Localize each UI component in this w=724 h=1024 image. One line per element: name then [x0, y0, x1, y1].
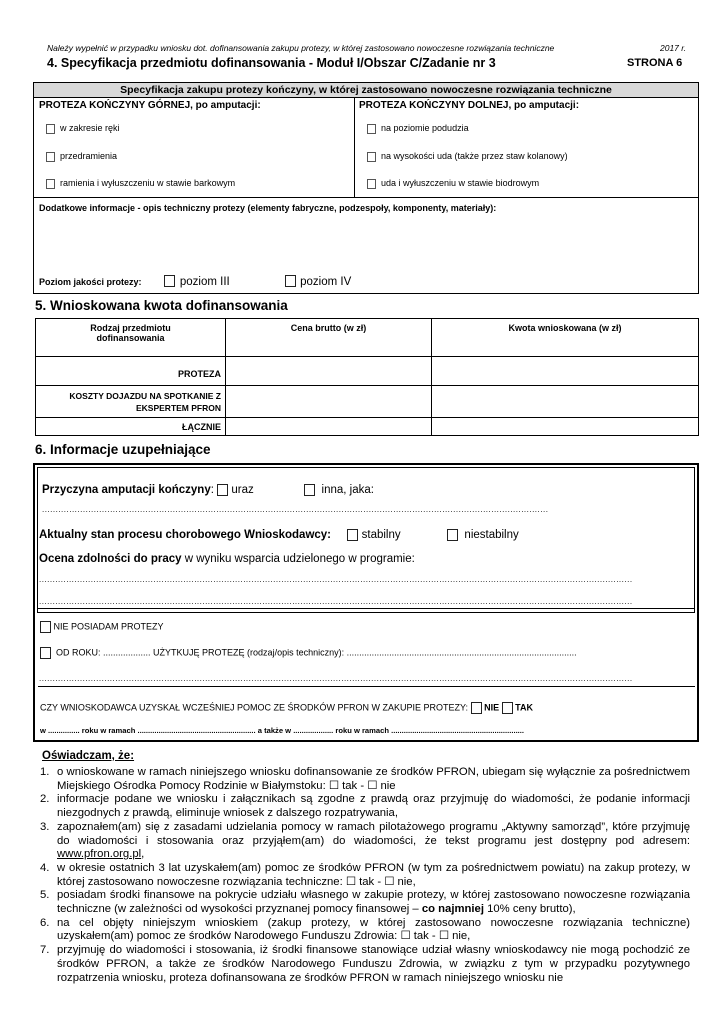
checkbox-icon[interactable] [46, 124, 55, 134]
supplementary-info-box [33, 463, 699, 742]
column-header-type-label: Rodzaj przedmiotu dofinansowania [90, 323, 171, 343]
checkbox-icon[interactable] [40, 647, 51, 659]
checkbox-icon[interactable] [347, 529, 358, 541]
option-label: na wysokości uda (także przez staw kolanowy) [381, 151, 568, 161]
declaration-text-part: posiadam środki finansowe na pokrycie udziału własnego w zakupie protezy, w której zastosowano nowoczesne rozwiązania techniczne (w zależności od wysokości przyznanej pomocy finansowej – [57, 889, 690, 916]
row-divider [34, 197, 698, 198]
declaration-text [57, 821, 690, 862]
checkbox-icon[interactable] [304, 484, 315, 496]
amount-total-cell[interactable] [432, 418, 699, 436]
checkbox-icon[interactable] [285, 275, 296, 287]
price-prosthesis-cell[interactable] [226, 357, 432, 386]
declaration-item: 7. przyjmuję do wiadomości i stosowania, iż środki finansowe stanowiące udział własny wnioskodawcy nie mogą pochodzić ze środków PFRON, a także ze środków Narodowego Funduszu Zdrowia, w związku z tym w przypadku pozytywnego rozpatrzenia wniosku, proteza dofinansowana ze środków PFRON w ramach niniejszego wniosku nie [40, 944, 690, 984]
lower-option-shin[interactable] [367, 123, 469, 134]
column-header-amount: Kwota wnioskowana (w zł) [432, 319, 699, 357]
declaration-text-end: 10% ceny brutto), [483, 903, 576, 916]
additional-info-label: Dodatkowe informacje - opis techniczny protezy (elementy fabryczne, podzespoły, komponenty, materiały): [39, 203, 497, 213]
declaration-item: 2. informacje podane we wniosku i załącznikach są zgodne z prawdą oraz przyjmuję do wiadomości, że podanie informacji niezgodnych z prawdą, eliminuje wniosek z dalszego rozpatrywania, [40, 793, 690, 820]
state-stable-label: stabilny [361, 529, 401, 542]
price-total-cell[interactable] [226, 418, 432, 436]
row-total-label: ŁĄCZNIE [36, 418, 226, 436]
amputation-cause-row [42, 484, 374, 496]
quality-level-row [39, 272, 351, 290]
amount-travel-cell[interactable] [432, 386, 699, 418]
checkbox-icon[interactable] [40, 621, 51, 633]
spec-table-title: Specyfikacja zakupu protezy kończyny, w której zastosowano nowoczesne rozwiązania techniczne [34, 83, 698, 98]
amputation-cause-label: Przyczyna amputacji kończyny [42, 484, 211, 497]
column-header-price: Cena brutto (w zł) [226, 319, 432, 357]
prior-help-years-line[interactable]: w ............... roku w ramach ........................................................ a także w ................... roku w ramach ............................................................... [40, 726, 525, 735]
uses-prosthesis-label: UŻYTKUJĘ PROTEZĘ (rodzaj/opis techniczny): ............................................................................................ [153, 647, 577, 658]
quality-level-3: poziom III [179, 276, 230, 288]
cause-other-label: inna, jaka: [321, 484, 374, 497]
declaration-item: 5. posiadam środki finansowe na pokrycie udziału własnego w zakupie protezy, w której zastosowano nowoczesne rozwiązania techniczne (w zależności od wysokości przyznanej pomocy finansowej – co najmniej 10% ceny brutto), [40, 889, 690, 916]
work-ability-dotted-line-2[interactable]: .......................................................................................................................................................................................................................... [39, 597, 633, 606]
cause-other-dotted-line[interactable]: .......................................................................................................................................................................................... [42, 505, 549, 514]
declaration-text: przyjmuję do wiadomości i stosowania, iż środki finansowe stanowiące udział własny wnioskodawcy nie mogą pochodzić ze środków PFRON, a także ze środków Narodowego Funduszu Zdrowia, w związku z tym w przypadku pozytywnego rozpatrzenia wniosku, proteza dofinansowana ze środków PFRON w ramach niniejszego wniosku nie [57, 944, 690, 984]
declaration-text: informacje podane we wniosku i załącznikach są zgodne z prawdą oraz przyjmuję do wiadomości, że podanie informacji niezgodnych z prawdą, eliminuje wniosek z dalszego rozpatrywania, [57, 793, 690, 820]
row-travel-costs-label [36, 386, 226, 418]
section5-title: 5. Wnioskowana kwota dofinansowania [35, 298, 288, 313]
row-prosthesis-label: PROTEZA [36, 357, 226, 386]
upper-option-hand[interactable] [46, 123, 120, 134]
upper-limb-heading: PROTEZA KOŃCZYNY GÓRNEJ, po amputacji: [39, 100, 261, 111]
upper-option-forearm[interactable] [46, 151, 117, 162]
prior-help-label: CZY WNIOSKODAWCA UZYSKAŁ WCZEŚNIEJ POMOC ZE ŚRODKÓW PFRON W ZAKUPIE PROTEZY: [40, 702, 469, 713]
work-ability-dotted-line-1[interactable]: .......................................................................................................................................................................................................................... [39, 575, 633, 584]
no-prosthesis-label: NIE POSIADAM PROTEZY [53, 621, 164, 632]
prosthesis-description-dotted-line[interactable]: .......................................................................................................................................................................................................................... [39, 674, 633, 683]
option-label: na poziomie podudzia [381, 123, 469, 133]
section6-title: 6. Informacje uzupełniające [35, 442, 211, 457]
since-year-label: OD ROKU: ................... [56, 647, 151, 658]
header-year: 2017 r. [660, 43, 687, 53]
column-header-type [36, 319, 226, 357]
declaration-text: o wnioskowane w ramach niniejszego wniosku dofinansowanie ze środków PFRON, ubiegam się wyłącznie za pośrednictwem Miejskiego Ośrodka Pomocy Rodzinie w Białymstoku: ☐ tak - ☐ nie [57, 766, 690, 792]
option-label: w zakresie ręki [60, 123, 120, 133]
checkbox-icon[interactable] [367, 152, 376, 162]
pfron-link[interactable]: www.pfron.org.pl [57, 848, 142, 861]
option-label: ramienia i wyłuszczeniu w stawie barkowym [60, 178, 236, 188]
checkbox-icon[interactable] [367, 179, 376, 189]
checkbox-icon[interactable] [217, 484, 228, 496]
state-unstable-label: niestabilny [464, 529, 519, 542]
upper-option-shoulder[interactable] [46, 178, 235, 189]
funding-amount-table [35, 318, 699, 436]
page-number: STRONA 6 [627, 57, 683, 69]
price-travel-cell[interactable] [226, 386, 432, 418]
declaration-text: w okresie ostatnich 3 lat uzyskałem(am) pomoc ze środków PFRON (w tym za pośrednictwem powiatu) na zakup protezy, w której zastosowano nowoczesne rozwiązania techniczne: ☐ tak - ☐ nie, [57, 861, 690, 888]
declaration-text-part: zapoznałem(am) się z zasadami udzielania pomocy w ramach pilotażowego programu „Aktywny samorząd”, które przyjmuję do wiadomości i stosowania oraz przyjąłem(am) do wiadomości, że tekst programu jest dostępny pod adresem: [57, 820, 690, 847]
declaration-emphasis: co najmniej [421, 903, 484, 916]
declaration-item: 6. na cel objęty niniejszym wnioskiem (zakup protezy, w której zastosowano nowoczesne rozwiązania techniczne) uzyskałem(am) pomoc ze środków Narodowego Funduszu Zdrowia: ☐ tak - ☐ nie, [40, 916, 690, 943]
checkbox-icon[interactable] [164, 275, 175, 287]
divider [38, 608, 695, 609]
checkbox-icon[interactable] [46, 179, 55, 189]
declaration-item: 4. w okresie ostatnich 3 lat uzyskałem(am) pomoc ze środków PFRON (w tym za pośrednictwem powiatu) na zakup protezy, w której zastosowano nowoczesne rozwiązania techniczne: ☐ tak - ☐ nie, [40, 861, 690, 888]
declaration-text-end: , [141, 848, 145, 861]
prior-help-yes: TAK [515, 702, 533, 713]
work-ability-rest: w wyniku wsparcia udzielonego w programie: [181, 553, 415, 565]
declaration-item: 1. o wnioskowane w ramach niniejszego wniosku dofinansowanie ze środków PFRON, ubiegam się wyłącznie za pośrednictwem Miejskiego Ośrodka Pomocy Rodzinie w Białymstoku: ☐ tak - ☐ nie [40, 766, 690, 792]
prior-help-row [40, 702, 533, 714]
declaration-text: na cel objęty niniejszym wnioskiem (zakup protezy, w której zastosowano nowoczesne rozwiązania techniczne) uzyskałem(am) pomoc ze środków Narodowego Funduszu Zdrowia: ☐ tak - ☐ nie, [57, 916, 690, 943]
row-travel-costs-text: KOSZTY DOJAZDU NA SPOTKANIE Z EKSPERTEM PFRON [69, 390, 221, 413]
lower-option-thigh[interactable] [367, 151, 568, 162]
disease-state-row [39, 529, 519, 541]
prosthesis-spec-table [33, 82, 699, 294]
declaration-heading: Oświadczam, że: [42, 750, 135, 762]
amputation-cause-colon: : [210, 484, 214, 497]
declaration-list [40, 766, 690, 985]
uses-prosthesis-row[interactable] [40, 647, 577, 659]
checkbox-icon[interactable] [447, 529, 458, 541]
header-note: Należy wypełnić w przypadku wniosku dot. dofinansowania zakupu protezy, w której zastosowano nowoczesne rozwiązania techniczne [47, 43, 555, 53]
declaration-text [57, 889, 690, 916]
checkbox-icon[interactable] [367, 124, 376, 134]
additional-info-field[interactable] [39, 216, 689, 266]
disease-state-label: Aktualny stan procesu chorobowego Wnioskodawcy: [39, 529, 332, 542]
quality-level-4: poziom IV [300, 276, 352, 288]
cause-injury-label: uraz [231, 484, 254, 497]
prior-help-no: NIE [484, 702, 500, 713]
work-ability-label: Ocena zdolności do pracy [39, 553, 182, 565]
checkbox-icon[interactable] [502, 702, 513, 714]
page-title: 4. Specyfikacja przedmiotu dofinansowania - Moduł I/Obszar C/Zadanie nr 3 [47, 56, 496, 70]
amount-prosthesis-cell[interactable] [432, 357, 699, 386]
declaration-item: 3. zapoznałem(am) się z zasadami udzielania pomocy w ramach pilotażowego programu „Aktywny samorząd”, które przyjmuję do wiadomości i stosowania oraz przyjąłem(am) do wiadomości, że tekst programu jest dostępny pod adresem: www.pfron.org.pl, [40, 820, 690, 861]
work-ability-row [39, 553, 415, 565]
lower-option-hip[interactable] [367, 178, 539, 189]
checkbox-icon[interactable] [46, 152, 55, 162]
option-label: uda i wyłuszczeniu w stawie biodrowym [381, 178, 540, 188]
divider [38, 686, 695, 687]
column-divider [354, 97, 355, 197]
option-label: przedramienia [60, 151, 118, 161]
lower-limb-heading: PROTEZA KOŃCZYNY DOLNEJ, po amputacji: [359, 100, 580, 111]
no-prosthesis-row[interactable] [40, 621, 164, 633]
quality-label: Poziom jakości protezy: [39, 277, 142, 287]
checkbox-icon[interactable] [471, 702, 482, 714]
